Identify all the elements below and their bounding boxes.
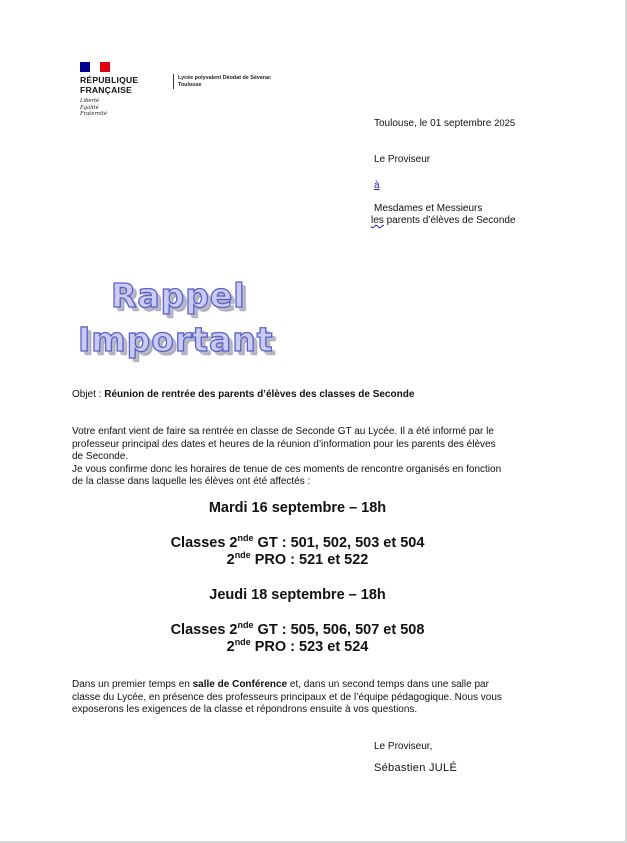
motto-liberte: Liberté xyxy=(80,98,100,104)
school-name: Lycée polyvalent Déodat de Séverac xyxy=(178,75,271,81)
banner-important: Important xyxy=(78,320,274,359)
header-divider xyxy=(173,74,174,89)
object-text: Réunion de rentrée des parents d’élèves des classes de Seconde xyxy=(104,389,415,400)
body-line: de la classe dans laquelle les élèves ont été affectés : xyxy=(72,476,311,487)
body-line: Je vous confirme donc les horaires de tenue de ces moments de rencontre organisés en fonction xyxy=(72,463,502,475)
recipient-line2 xyxy=(371,215,516,228)
closing-line: classe du Lycée, en présence des professeurs principaux et de l’équipe pédagogique. Nous vous xyxy=(72,691,502,703)
recipient-line1: Mesdames et Messieurs xyxy=(374,203,483,214)
republic-name-line1: RÉPUBLIQUE xyxy=(80,75,139,85)
closing-line: Dans un premier temps en salle de Conférence et, dans un second temps dans une salle par xyxy=(72,679,489,690)
recipient-les: les xyxy=(371,215,384,226)
republique-flag-logo xyxy=(80,62,110,72)
closing-line: exposerons les exigences de la classe et répondrons ensuite à vos questions. xyxy=(72,704,418,715)
object-label: Objet : xyxy=(72,389,102,400)
closing-paragraph xyxy=(72,679,542,717)
body-paragraph xyxy=(72,426,542,489)
date-year: 2025 xyxy=(494,118,516,129)
body-line: de Seconde. xyxy=(72,451,129,462)
motto-egalite: Égalité xyxy=(80,104,99,111)
schedule-date2-pro: 2nde PRO : 523 et 524 xyxy=(226,637,369,655)
signature-title: Le Proviseur, xyxy=(374,741,433,752)
signature-name: Sébastien JULÉ xyxy=(374,762,458,774)
date-line xyxy=(374,118,515,131)
body-line: Votre enfant vient de faire sa rentrée en classe de Seconde GT au Lycée. Il a été informé par le xyxy=(72,426,494,437)
schedule-date2-gt: Classes 2nde GT : 505, 506, 507 et 508 xyxy=(170,620,425,638)
to-word: à xyxy=(374,180,380,191)
schedule-date1-gt: Classes 2nde GT : 501, 502, 503 et 504 xyxy=(170,533,425,551)
schedule-date2: Jeudi 18 septembre – 18h xyxy=(209,587,386,603)
date-prefix: Toulouse, le 01 septembre xyxy=(374,118,492,129)
schedule-date1: Mardi 16 septembre – 18h xyxy=(208,500,387,516)
motto-fraternite: Fraternité xyxy=(80,111,107,117)
body-line: professeur principal des dates et heures de la réunion d’information pour les parents des élèves xyxy=(72,438,496,450)
recipient-rest: parents d’élèves de Seconde xyxy=(386,215,516,226)
sender-title: Le Proviseur xyxy=(374,154,431,165)
banner-rappel: Rappel xyxy=(111,276,246,315)
schedule-date1-pro: 2nde PRO : 521 et 522 xyxy=(226,550,369,568)
republic-name-line2: FRANÇAISE xyxy=(80,85,132,95)
object-line xyxy=(72,389,414,400)
school-city: Toulouse xyxy=(178,81,202,88)
